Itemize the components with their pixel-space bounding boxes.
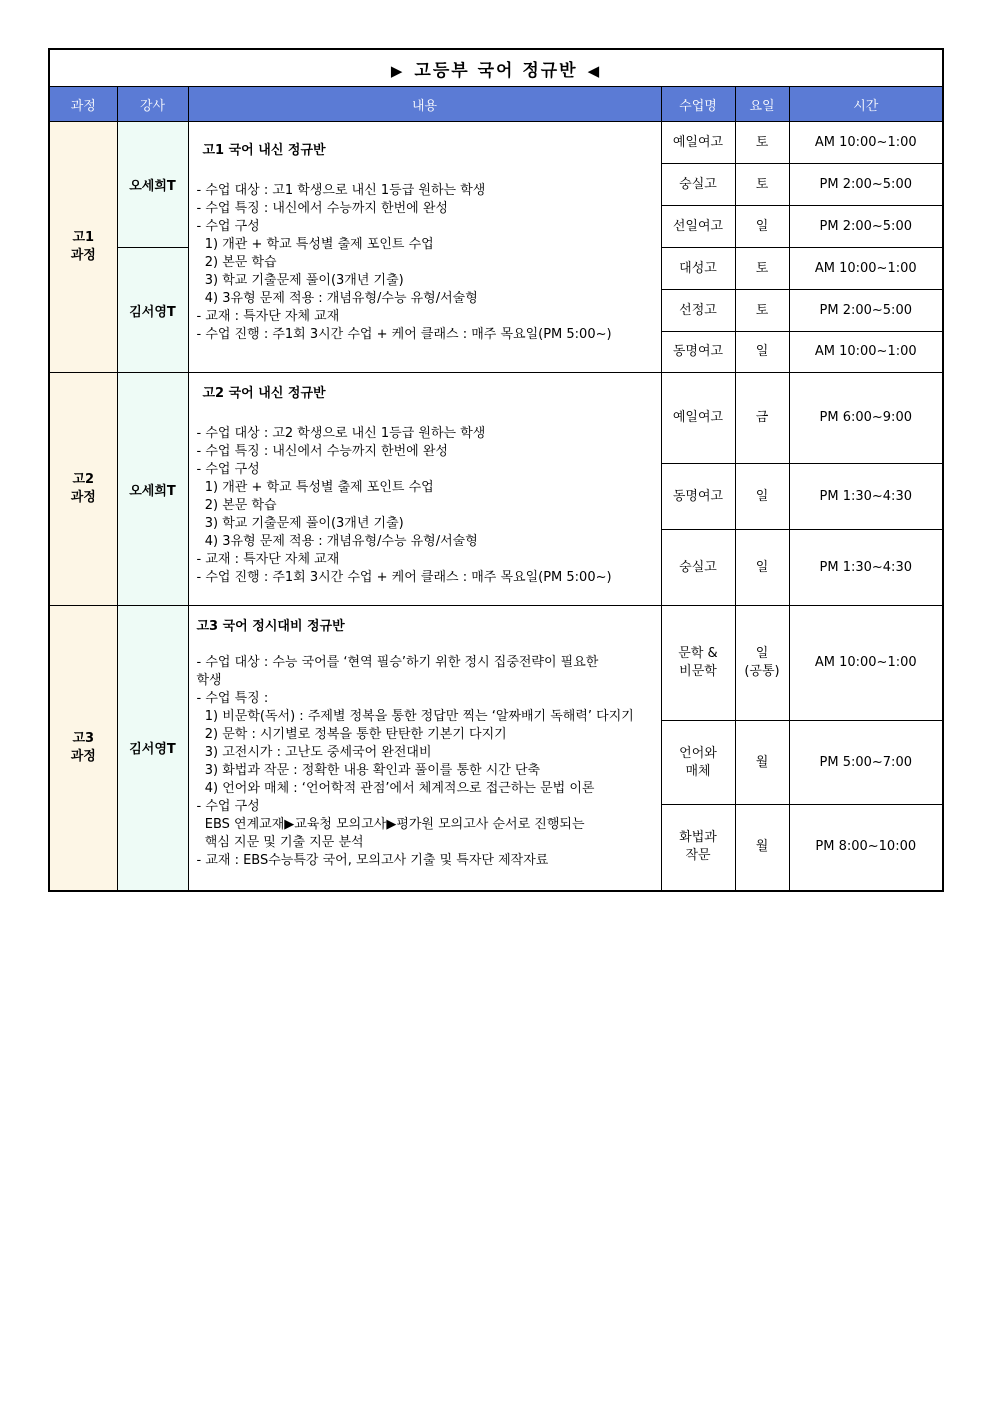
content-line: 3) 학교 기출문제 풀이(3개년 기출) bbox=[196, 516, 404, 531]
content-line: 1) 개관 + 학교 특성별 출제 포인트 수업 bbox=[196, 480, 434, 495]
school-cell: 예일여고 bbox=[661, 122, 735, 164]
day-cell: 토 bbox=[735, 248, 789, 290]
header-row bbox=[49, 87, 943, 122]
teacher-cell: 오세희T bbox=[117, 122, 188, 248]
school-label: 언어와 bbox=[679, 745, 717, 761]
content-line: 4) 3유형 문제 적용 : 개념유형/수능 유형/서술형 bbox=[196, 291, 478, 306]
time-cell: PM 1:30~4:30 bbox=[789, 530, 943, 606]
content-cell bbox=[188, 122, 661, 373]
time-cell: PM 8:00~10:00 bbox=[789, 805, 943, 891]
content-line: 4) 언어와 매체 : ‘언어학적 관점’에서 체계적으로 접근하는 문법 이론 bbox=[196, 781, 595, 796]
school-cell: 숭실고 bbox=[661, 530, 735, 606]
time-cell: PM 2:00~5:00 bbox=[789, 164, 943, 206]
day-cell: 일 bbox=[735, 530, 789, 606]
content-line: - 수업 특징 : 내신에서 수능까지 한번에 완성 bbox=[196, 201, 448, 216]
header-teacher: 강사 bbox=[117, 87, 188, 122]
school-label: 작문 bbox=[685, 848, 711, 864]
schedule-table bbox=[48, 48, 944, 892]
header-content: 내용 bbox=[188, 87, 661, 122]
course-label: 과정 bbox=[70, 248, 96, 263]
left-arrow-icon: ◀ bbox=[587, 61, 602, 80]
school-cell bbox=[661, 721, 735, 805]
content-line: 2) 문학 : 시기별로 정복을 통한 탄탄한 기본기 다지기 bbox=[196, 727, 507, 742]
course-label: 과정 bbox=[70, 748, 96, 764]
right-arrow-icon: ▶ bbox=[390, 61, 405, 80]
content-line: - 수업 대상 : 고1 학생으로 내신 1등급 원하는 학생 bbox=[196, 183, 486, 198]
table-row bbox=[49, 122, 943, 164]
course-label: 고2 bbox=[72, 472, 95, 487]
content-line: 2) 본문 학습 bbox=[196, 255, 277, 270]
day-label: (공통) bbox=[744, 664, 780, 679]
time-cell: PM 5:00~7:00 bbox=[789, 721, 943, 805]
content-line: - 수업 구성 bbox=[196, 799, 260, 814]
school-label: 매체 bbox=[685, 763, 711, 779]
time-cell: PM 2:00~5:00 bbox=[789, 290, 943, 332]
course-cell bbox=[49, 606, 117, 891]
table-title bbox=[49, 49, 943, 87]
content-line: 학생 bbox=[196, 673, 222, 688]
day-cell: 일 bbox=[735, 464, 789, 530]
school-cell: 선정고 bbox=[661, 290, 735, 332]
school-cell: 숭실고 bbox=[661, 164, 735, 206]
content-cell bbox=[188, 606, 661, 891]
teacher-cell: 김서영T bbox=[117, 606, 188, 891]
time-cell: AM 10:00~1:00 bbox=[789, 122, 943, 164]
content-line: 1) 비문학(독서) : 주제별 정복을 통한 정답만 찍는 ‘알짜배기 독해력’ 다지기 bbox=[196, 709, 634, 724]
content-line: - 수업 대상 : 수능 국어를 ‘현역 필승’하기 위한 정시 집중전략이 필요한 bbox=[196, 655, 599, 670]
day-cell bbox=[735, 606, 789, 721]
content-line: 2) 본문 학습 bbox=[196, 498, 277, 513]
day-cell: 일 bbox=[735, 206, 789, 248]
day-cell: 월 bbox=[735, 805, 789, 891]
day-cell: 일 bbox=[735, 332, 789, 373]
day-cell: 월 bbox=[735, 721, 789, 805]
content-line: - 수업 특징 : bbox=[196, 691, 269, 706]
content-line: EBS 연계교재▶교육청 모의고사▶평가원 모의고사 순서로 진행되는 bbox=[196, 817, 585, 832]
content-line: 핵심 지문 및 기출 지문 분석 bbox=[196, 835, 364, 850]
school-cell bbox=[661, 805, 735, 891]
content-line: - 수업 대상 : 고2 학생으로 내신 1등급 원하는 학생 bbox=[196, 426, 486, 441]
content-line: - 수업 구성 bbox=[196, 219, 260, 234]
content-line: 3) 고전시가 : 고난도 중세국어 완전대비 bbox=[196, 745, 432, 760]
teacher-cell: 오세희T bbox=[117, 373, 188, 606]
content-line: - 수업 특징 : 내신에서 수능까지 한번에 완성 bbox=[196, 444, 448, 459]
header-course: 과정 bbox=[49, 87, 117, 122]
content-line: 4) 3유형 문제 적용 : 개념유형/수능 유형/서술형 bbox=[196, 534, 478, 549]
course-label: 고3 bbox=[72, 730, 95, 746]
content-line: 1) 개관 + 학교 특성별 출제 포인트 수업 bbox=[196, 237, 434, 252]
school-cell bbox=[661, 606, 735, 721]
time-cell: AM 10:00~1:00 bbox=[789, 606, 943, 721]
table-row bbox=[49, 373, 943, 464]
content-title: 고2 국어 내신 정규반 bbox=[202, 386, 326, 401]
school-cell: 대성고 bbox=[661, 248, 735, 290]
time-cell: AM 10:00~1:00 bbox=[789, 248, 943, 290]
content-line: 3) 학교 기출문제 풀이(3개년 기출) bbox=[196, 273, 404, 288]
school-cell: 동명여고 bbox=[661, 464, 735, 530]
school-label: 문학 & bbox=[678, 646, 718, 661]
school-label: 화법과 bbox=[679, 830, 717, 846]
content-line: - 수업 진행 : 주1회 3시간 수업 + 케어 클래스 : 매주 목요일(PM 5:00~) bbox=[196, 570, 612, 585]
day-cell: 토 bbox=[735, 164, 789, 206]
school-cell: 선일여고 bbox=[661, 206, 735, 248]
header-day: 요일 bbox=[735, 87, 789, 122]
day-label: 일 bbox=[755, 646, 769, 661]
school-cell: 예일여고 bbox=[661, 373, 735, 464]
content-title: 고1 국어 내신 정규반 bbox=[202, 143, 326, 158]
table-row bbox=[49, 606, 943, 721]
time-cell: PM 1:30~4:30 bbox=[789, 464, 943, 530]
header-class-name: 수업명 bbox=[661, 87, 735, 122]
course-cell bbox=[49, 373, 117, 606]
content-title: 고3 국어 정시대비 정규반 bbox=[196, 619, 345, 634]
school-label: 비문학 bbox=[679, 664, 717, 679]
day-cell: 토 bbox=[735, 290, 789, 332]
content-line: - 교재 : 특자단 자체 교재 bbox=[196, 309, 340, 324]
time-cell: PM 6:00~9:00 bbox=[789, 373, 943, 464]
day-cell: 토 bbox=[735, 122, 789, 164]
header-time: 시간 bbox=[789, 87, 943, 122]
table-title-text: 고등부 국어 정규반 bbox=[414, 60, 578, 81]
content-line: - 교재 : EBS수능특강 국어, 모의고사 기출 및 특자단 제작자료 bbox=[196, 853, 549, 868]
course-cell bbox=[49, 122, 117, 373]
content-line: - 수업 구성 bbox=[196, 462, 260, 477]
time-cell: AM 10:00~1:00 bbox=[789, 332, 943, 373]
course-label: 과정 bbox=[70, 490, 96, 505]
course-label: 고1 bbox=[72, 230, 95, 245]
school-cell: 동명여고 bbox=[661, 332, 735, 373]
content-line: 3) 화법과 작문 : 정확한 내용 확인과 풀이를 통한 시간 단축 bbox=[196, 763, 541, 778]
content-line: - 수업 진행 : 주1회 3시간 수업 + 케어 클래스 : 매주 목요일(PM 5:00~) bbox=[196, 327, 612, 342]
content-line: - 교재 : 특자단 자체 교재 bbox=[196, 552, 340, 567]
day-cell: 금 bbox=[735, 373, 789, 464]
time-cell: PM 2:00~5:00 bbox=[789, 206, 943, 248]
content-cell bbox=[188, 373, 661, 606]
teacher-cell: 김서영T bbox=[117, 248, 188, 373]
